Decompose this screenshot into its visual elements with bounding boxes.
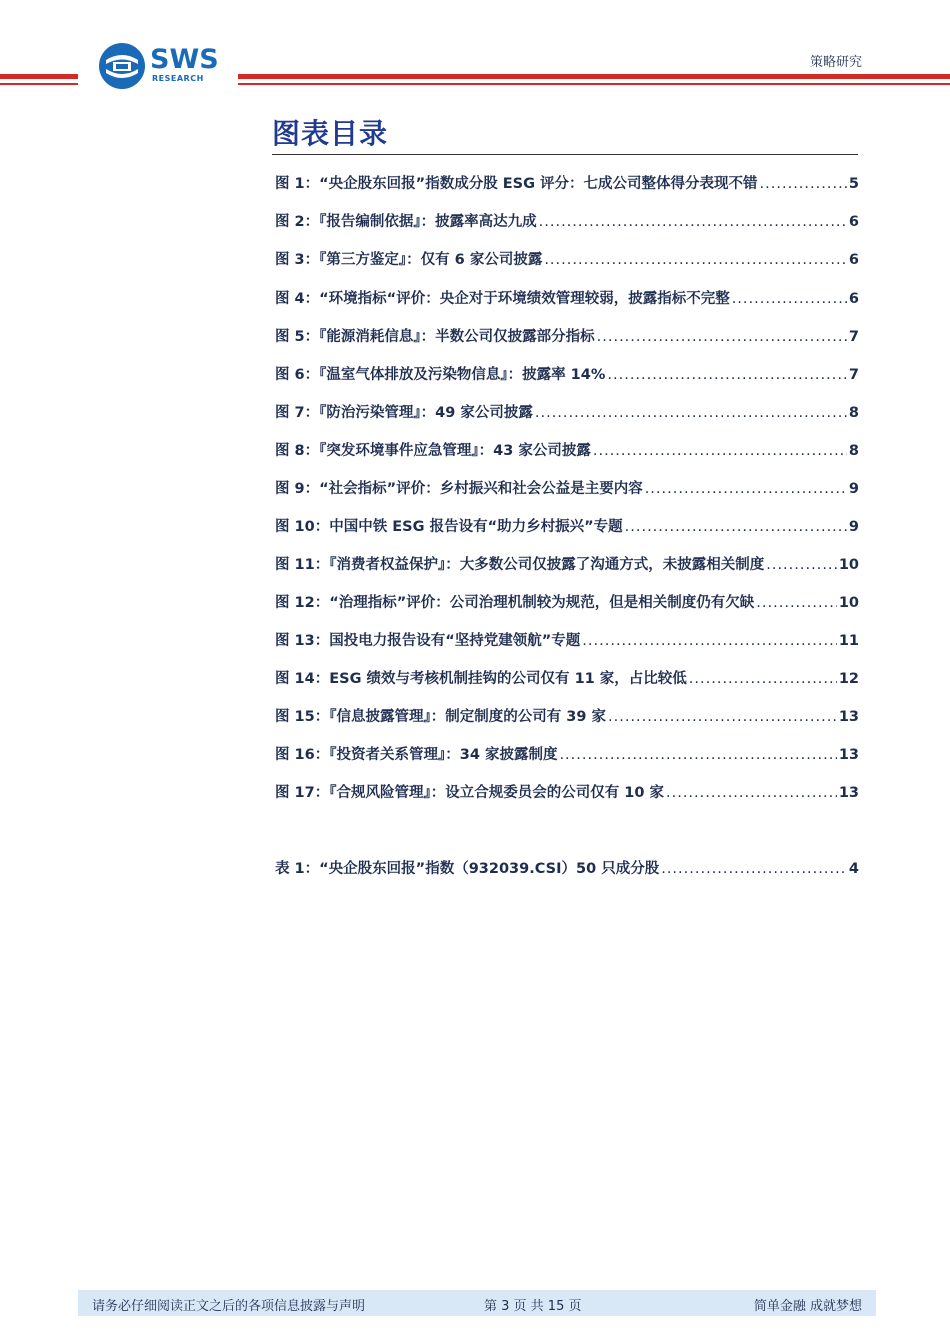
toc-entry-page: 10 — [838, 557, 859, 573]
toc-entry-page: 10 — [838, 595, 859, 611]
toc-entry-page: 6 — [848, 214, 859, 230]
leader-dots — [539, 214, 847, 230]
toc-entry-page: 6 — [848, 252, 859, 268]
leader-dots — [544, 252, 847, 268]
leader-dots — [593, 443, 847, 459]
footer-slogan: 简单金融 成就梦想 — [753, 1299, 862, 1314]
report-category: 策略研究 — [809, 55, 862, 70]
footer-page-number: 第 3 页 共 15 页 — [484, 1299, 582, 1314]
toc-entry[interactable] — [275, 477, 859, 497]
toc-entry-label: 图 8：『突发环境事件应急管理』：43 家公司披露 — [275, 443, 591, 459]
toc-entry-page: 4 — [848, 861, 859, 877]
toc-entry-label: 图 17：『合规风险管理』：设立合规委员会的公司仅有 10 家 — [275, 785, 664, 801]
toc-entry-page: 9 — [848, 481, 859, 497]
toc-entry-page: 13 — [838, 785, 859, 801]
toc-entry-label: 图 15：『信息披露管理』：制定制度的公司有 39 家 — [275, 709, 606, 725]
leader-dots — [661, 861, 847, 877]
toc-entry-label: 图 16：『投资者关系管理』：34 家披露制度 — [275, 747, 558, 763]
header-rule-left — [0, 74, 78, 85]
toc-entry-page: 7 — [848, 367, 859, 383]
leader-dots — [760, 176, 847, 192]
toc-entry-page: 13 — [838, 709, 859, 725]
toc-entry-label: 图 12：“治理指标”评价：公司治理机制较为规范，但是相关制度仍有欠缺 — [275, 595, 755, 611]
leader-dots — [666, 785, 837, 801]
toc-entry[interactable] — [275, 743, 859, 763]
toc-entry-label: 图 10：中国中铁 ESG 报告设有“助力乡村振兴”专题 — [275, 519, 623, 535]
leader-dots — [645, 481, 847, 497]
toc-entry-page: 11 — [838, 633, 859, 649]
toc-entry-label: 图 14：ESG 绩效与考核机制挂钩的公司仅有 11 家，占比较低 — [275, 671, 687, 687]
leader-dots — [607, 367, 847, 383]
toc-entry[interactable] — [275, 325, 859, 345]
toc-entry[interactable] — [275, 248, 859, 268]
toc-entry[interactable] — [275, 172, 859, 192]
toc-entry[interactable] — [275, 287, 859, 307]
toc-entry[interactable] — [275, 781, 859, 801]
page-title: 图表目录 — [272, 117, 389, 150]
toc-entry[interactable] — [275, 667, 859, 687]
toc-entry-label: 表 1：“央企股东回报”指数（932039.CSI）50 只成分股 — [275, 861, 660, 877]
leader-dots — [535, 405, 847, 421]
toc-entry-label: 图 3：『第三方鉴定』：仅有 6 家公司披露 — [275, 252, 543, 268]
toc-entry-label: 图 9：“社会指标”评价：乡村振兴和社会公益是主要内容 — [275, 481, 643, 497]
toc-entry-label: 图 7：『防治污染管理』：49 家公司披露 — [275, 405, 533, 421]
sws-logo — [98, 42, 228, 90]
toc-entry[interactable] — [275, 401, 859, 421]
toc-entry-page: 7 — [848, 329, 859, 345]
toc-entry[interactable] — [275, 553, 859, 573]
toc-entry[interactable] — [275, 363, 859, 383]
toc-entry[interactable] — [275, 857, 859, 877]
footer-disclaimer: 请务必仔细阅读正文之后的各项信息披露与声明 — [92, 1299, 366, 1314]
toc-entry-page: 8 — [848, 443, 859, 459]
logo-subtext: RESEARCH — [152, 74, 204, 83]
logo-wordmark: SWS — [150, 44, 219, 75]
toc-entry-label: 图 2：『报告编制依据』：披露率高达九成 — [275, 214, 537, 230]
leader-dots — [732, 291, 847, 307]
toc-entry[interactable] — [275, 629, 859, 649]
toc-entry-label: 图 5：『能源消耗信息』：半数公司仅披露部分指标 — [275, 329, 595, 345]
leader-dots — [597, 329, 847, 345]
toc-entry-label: 图 6：『温室气体排放及污染物信息』：披露率 14% — [275, 367, 606, 383]
toc-entry[interactable] — [275, 591, 859, 611]
toc-entry[interactable] — [275, 210, 859, 230]
toc-entry-page: 5 — [848, 176, 859, 192]
toc-entry-label: 图 13：国投电力报告设有“坚持党建领航”专题 — [275, 633, 581, 649]
toc-entry-label: 图 1：“央企股东回报”指数成分股 ESG 评分：七成公司整体得分表现不错 — [275, 176, 758, 192]
toc-entry-page: 9 — [848, 519, 859, 535]
leader-dots — [608, 709, 837, 725]
title-divider — [272, 154, 858, 155]
leader-dots — [689, 671, 837, 687]
toc-entry[interactable] — [275, 439, 859, 459]
toc-entry-page: 13 — [838, 747, 859, 763]
leader-dots — [625, 519, 847, 535]
toc-entry-label: 图 11：『消费者权益保护』：大多数公司仅披露了沟通方式，未披露相关制度 — [275, 557, 765, 573]
leader-dots — [559, 747, 836, 763]
leader-dots — [756, 595, 837, 611]
toc-entry-page: 6 — [848, 291, 859, 307]
sws-logo-icon — [98, 42, 146, 90]
page-footer — [78, 1290, 876, 1316]
header-rule-right — [238, 74, 950, 85]
toc-entry-label: 图 4：“环境指标“评价：央企对于环境绩效管理较弱，披露指标不完整 — [275, 291, 730, 307]
toc-entry-page: 12 — [838, 671, 859, 687]
leader-dots — [766, 557, 837, 573]
leader-dots — [582, 633, 837, 649]
toc-entry-page: 8 — [848, 405, 859, 421]
toc-entry[interactable] — [275, 515, 859, 535]
toc-entry[interactable] — [275, 705, 859, 725]
